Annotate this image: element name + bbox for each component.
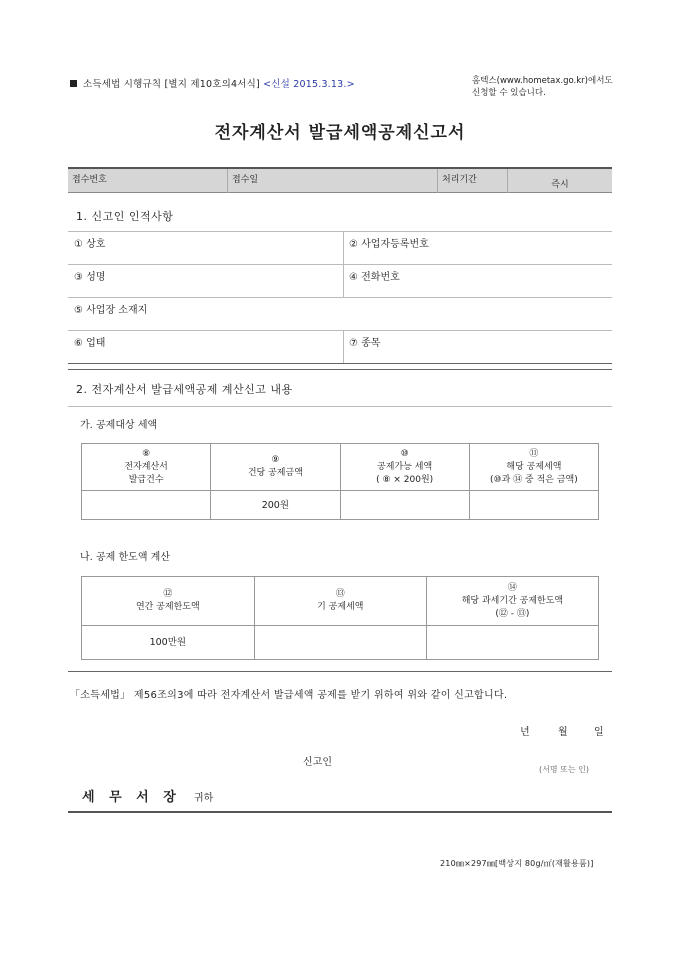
field-business-address[interactable]: ⑤ 사업장 소재지 bbox=[74, 305, 148, 316]
sub-a-title: 가. 공제대상 세액 bbox=[80, 420, 158, 431]
form-reference bbox=[70, 76, 355, 90]
table-header-row bbox=[82, 444, 599, 491]
divider bbox=[68, 231, 612, 232]
applicant-label: 신고인 bbox=[303, 757, 332, 768]
divider bbox=[68, 264, 612, 265]
paper-spec: 210㎜×297㎜[백상지 80g/㎡(재활용품)] bbox=[440, 859, 594, 868]
field-business-item[interactable]: ⑦ 종목 bbox=[349, 338, 381, 349]
hometax-note bbox=[472, 75, 613, 99]
hometax-note-line1: 홈텍스(www.hometax.go.kr)에서도 bbox=[472, 76, 613, 86]
sub-b-title: 나. 공제 한도액 계산 bbox=[80, 552, 170, 563]
deduction-target-table bbox=[81, 443, 599, 520]
issuance-count-cell[interactable] bbox=[82, 491, 211, 520]
date-year-label[interactable]: 년 bbox=[520, 727, 530, 738]
col-issuance-count: ⑧ 전자계산서 발급건수 bbox=[82, 444, 211, 491]
form-title: 전자계산서 발급세액공제신고서 bbox=[214, 123, 466, 143]
previous-deduction-cell[interactable] bbox=[254, 626, 426, 660]
receipt-date-label: 접수일 bbox=[228, 169, 438, 193]
divider bbox=[68, 330, 612, 331]
divider bbox=[68, 369, 612, 370]
field-business-reg-number[interactable]: ② 사업자등록번호 bbox=[349, 239, 429, 250]
divider bbox=[68, 671, 612, 672]
declaration-text: 「소득세법」 제56조의3에 따라 전자계산서 발급세액 공제를 받기 위하여 위와 같이 신고합니다. bbox=[70, 690, 508, 701]
field-trade-name[interactable]: ① 상호 bbox=[74, 239, 106, 250]
section2-title: 2. 전자계산서 발급세액공제 계산신고 내용 bbox=[76, 383, 293, 396]
hometax-note-line2: 신청할 수 있습니다. bbox=[472, 88, 546, 98]
amendment-note: <신설 2015.3.13.> bbox=[263, 79, 355, 90]
col-period-limit: ⑭ 해당 과세기간 공제한도액 (⑫ - ⑬) bbox=[426, 577, 598, 626]
section1-title: 1. 신고인 인적사항 bbox=[76, 210, 174, 223]
date-day-label[interactable]: 일 bbox=[594, 727, 604, 738]
divider bbox=[68, 811, 612, 813]
col-deductible-tax: ⑩ 공제가능 세액 ( ⑧ × 200원) bbox=[340, 444, 469, 491]
deductible-tax-cell[interactable] bbox=[340, 491, 469, 520]
table-row bbox=[82, 491, 599, 520]
table-row bbox=[82, 626, 599, 660]
annual-limit-cell: 100만원 bbox=[82, 626, 255, 660]
signature-field[interactable]: (서명 또는 인) bbox=[539, 765, 589, 774]
field-business-type[interactable]: ⑥ 업태 bbox=[74, 338, 106, 349]
col-annual-limit: ⑫ 연간 공제한도액 bbox=[82, 577, 255, 626]
applicable-deduction-cell[interactable] bbox=[469, 491, 598, 520]
receipt-bar bbox=[68, 167, 612, 193]
col-previous-deduction: ⑬ 기 공제세액 bbox=[254, 577, 426, 626]
period-limit-cell[interactable] bbox=[426, 626, 598, 660]
table-header-row bbox=[82, 577, 599, 626]
date-month-label[interactable]: 월 bbox=[558, 727, 568, 738]
law-reference: 소득세법 시행규칙 [별지 제10호의4서식] bbox=[83, 79, 260, 90]
divider bbox=[68, 406, 612, 407]
tax-office-name: 세 무 서 장 bbox=[82, 790, 181, 805]
deduction-limit-table bbox=[81, 576, 599, 660]
col-applicable-deduction: ⑪ 해당 공제세액 (⑩과 ⑭ 중 적은 금액) bbox=[469, 444, 598, 491]
divider bbox=[343, 330, 344, 363]
col-per-case-amount: ⑨ 건당 공제금액 bbox=[211, 444, 340, 491]
field-name[interactable]: ③ 성명 bbox=[74, 272, 106, 283]
field-phone[interactable]: ④ 전화번호 bbox=[349, 272, 400, 283]
per-case-amount-cell: 200원 bbox=[211, 491, 340, 520]
processing-period-label: 처리기간 bbox=[438, 169, 508, 193]
divider bbox=[68, 297, 612, 298]
processing-period-value: 즉시 bbox=[551, 180, 569, 190]
honorific: 귀하 bbox=[194, 793, 214, 804]
square-bullet-icon bbox=[70, 80, 77, 87]
divider bbox=[68, 363, 612, 364]
receipt-number-label: 접수번호 bbox=[68, 169, 228, 193]
